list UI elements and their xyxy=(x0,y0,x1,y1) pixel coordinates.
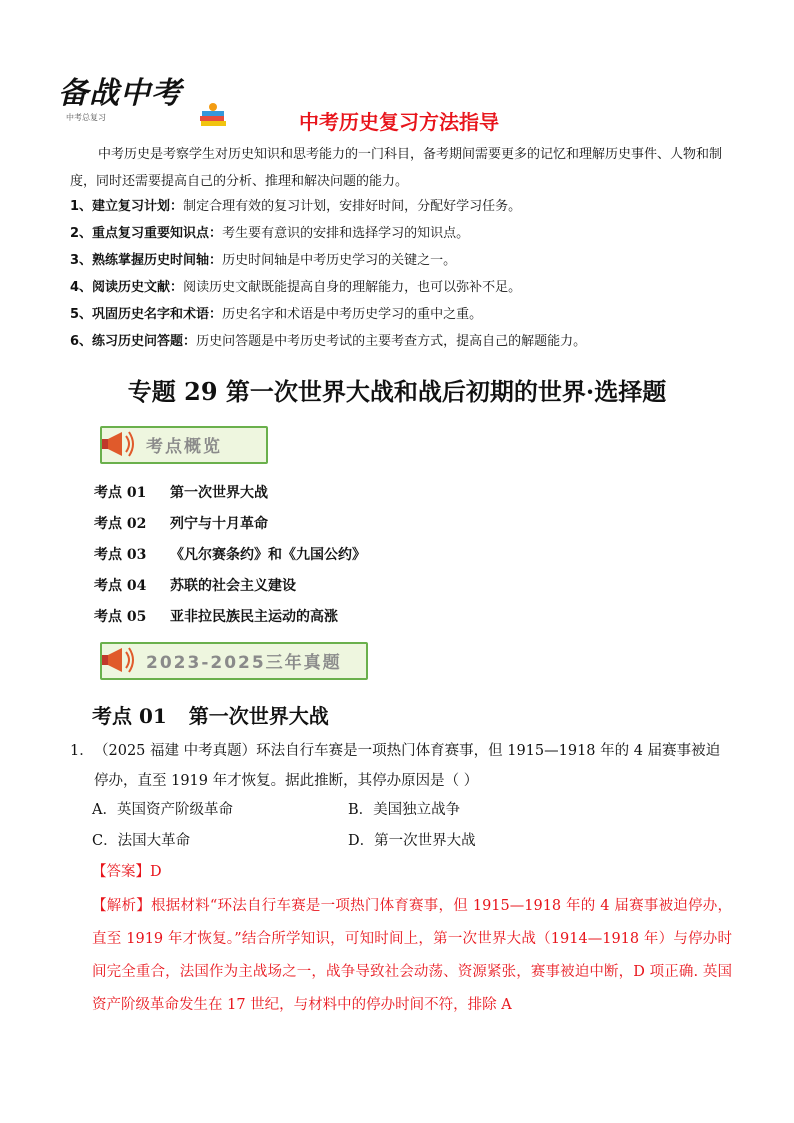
overview-banner-label: 考点概览 xyxy=(146,437,222,457)
option-a: A．英国资产阶级革命 xyxy=(92,802,233,818)
analysis-text: 根据材料“环法自行车赛是一项热门体育赛事，但 1915—1918 年的 4 届赛事被迫停办，直至 1919 年才恢复。”结合所学知识，可知时间上，第一次世界大战（1914—1918 年）与停办时间完全重合，法国作为主战场之一，战争导致社会动荡、资源紧张，赛事被迫中断，D 项正确. 英国资产阶级革命发生在 17 世纪，与材料中的停办时间不符，排除 A xyxy=(92,898,733,1013)
analysis-label: 【解析】 xyxy=(92,898,151,914)
kaodian-item: 考点 01 第一次世界大战 xyxy=(94,485,268,501)
tips-list xyxy=(70,193,740,355)
kaodian-item: 考点 04 苏联的社会主义建设 xyxy=(94,578,296,594)
tip-item: 6、练习历史问答题：历史问答题是中考历史考试的主要考查方式，提高自己的解题能力。 xyxy=(70,334,587,349)
megaphone-icon xyxy=(100,638,140,684)
tip-item: 1、建立复习计划：制定合理有效的复习计划，安排好时间，分配好学习任务。 xyxy=(70,199,522,214)
answer-value: D xyxy=(150,864,162,880)
overview-banner xyxy=(100,426,268,464)
question-number: 1． xyxy=(70,743,94,759)
kaodian-list xyxy=(94,478,366,633)
intro-paragraph: 中考历史是考察学生对历史知识和思考能力的一门科目，备考期间需要更多的记忆和理解历史事件、人物和制度，同时还需要提高自己的分析、推理和解决问题的能力。 xyxy=(70,147,723,189)
analysis-paragraph xyxy=(92,890,732,1022)
real-questions-banner-label: 2023-2025三年真题 xyxy=(146,653,342,673)
kaodian-item: 考点 03 《凡尔赛条约》和《九国公约》 xyxy=(94,547,366,563)
kaodian-item: 考点 02 列宁与十月革命 xyxy=(94,516,268,532)
section-heading: 考点 01 第一次世界大战 xyxy=(92,704,329,728)
answer-line xyxy=(92,860,162,881)
topic-title: 专题 29 第一次世界大战和战后初期的世界·选择题 xyxy=(127,377,667,406)
logo-subtitle: 中考总复习 xyxy=(66,113,106,122)
kaodian-item: 考点 05 亚非拉民族民主运动的高涨 xyxy=(94,609,338,625)
real-questions-banner xyxy=(100,642,368,680)
logo-text: 备战中考 xyxy=(58,76,182,111)
question-stem: （2025 福建 中考真题）环法自行车赛是一项热门体育赛事，但 1915—1918 年的 4 届赛事被迫停办，直至 1919 年才恢复。据此推断，其停办原因是（ ） xyxy=(94,743,721,789)
answer-label: 【答案】 xyxy=(92,864,150,880)
option-b: B．美国独立战争 xyxy=(348,802,461,818)
tip-item: 5、巩固历史名字和术语：历史名字和术语是中考历史学习的重中之重。 xyxy=(70,307,483,322)
main-title: 中考历史复习方法指导 xyxy=(299,110,499,134)
tip-item: 4、阅读历史文献：阅读历史文献既能提高自身的理解能力，也可以弥补不足。 xyxy=(70,280,522,295)
tip-item: 2、重点复习重要知识点：考生要有意识的安排和选择学习的知识点。 xyxy=(70,226,470,241)
tip-item: 3、熟练掌握历史时间轴：历史时间轴是中考历史学习的关键之一。 xyxy=(70,253,457,268)
option-d: D．第一次世界大战 xyxy=(348,833,476,849)
option-c: C．法国大革命 xyxy=(92,833,191,849)
megaphone-icon xyxy=(100,422,140,468)
